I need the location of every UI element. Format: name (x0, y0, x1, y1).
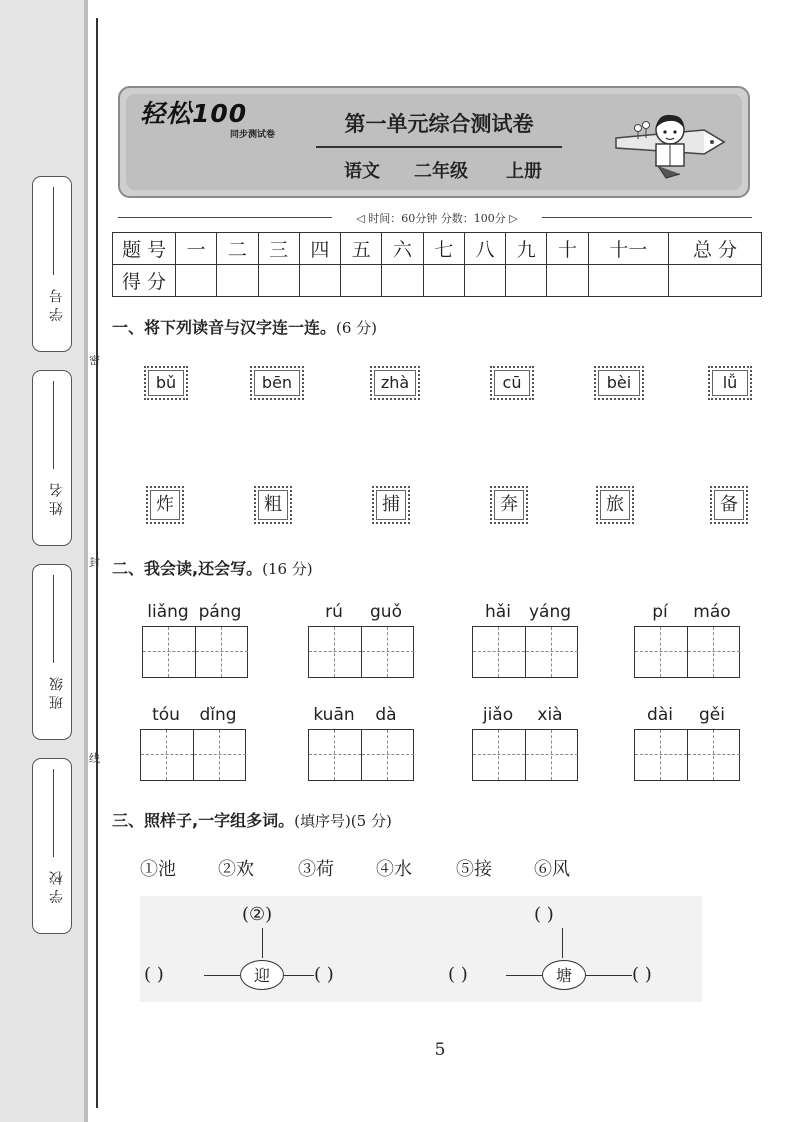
binding-sidebar (0, 0, 84, 1122)
binding-mark-mi: 密 (89, 354, 100, 367)
title-rule (316, 146, 562, 148)
pinyin-label: hǎi (485, 602, 511, 622)
score-cell[interactable] (382, 265, 423, 297)
score-header-cell: 三 (258, 233, 299, 265)
hanzi-box[interactable]: 粗 (254, 486, 292, 524)
brand-logo: 轻松100 (140, 99, 248, 128)
score-cell[interactable] (547, 265, 588, 297)
pinyin-label: dài (647, 705, 673, 725)
score-header-cell: 二 (217, 233, 258, 265)
subject: 语文 (344, 161, 380, 182)
pinyin-box[interactable]: bēn (250, 366, 304, 400)
volume: 上册 (506, 161, 542, 182)
score-cell[interactable] (506, 265, 547, 297)
binding-mark-xian: 线 (89, 752, 100, 765)
school-field[interactable] (32, 758, 72, 934)
time-bar-right-line (542, 217, 752, 218)
diagram2-center-char: 塘 (542, 960, 586, 990)
score-header-cell: 四 (299, 233, 340, 265)
time-info: 时间：60分钟 分数：100分 (368, 212, 506, 225)
pinyin-label: jiǎo (482, 705, 514, 725)
pinyin-label: dǐng (199, 705, 237, 725)
diagram2-top-connector (562, 928, 563, 958)
writing-grid[interactable] (472, 626, 578, 678)
score-header-cell: 十一 (588, 233, 668, 265)
score-cell[interactable] (341, 265, 382, 297)
score-header-cell: 一 (176, 233, 217, 265)
diagram1-right-connector (284, 975, 314, 976)
pinyin-label: tóu (152, 705, 180, 725)
diagram2-left-blank[interactable]: ( ) (448, 964, 468, 985)
diagram2-left-connector (506, 975, 542, 976)
pinyin-label: pí (652, 602, 668, 622)
score-cell[interactable] (423, 265, 464, 297)
binding-mark-feng: 封 (89, 556, 100, 569)
pinyin-label: liǎng (147, 602, 189, 622)
time-info-bar (118, 210, 752, 224)
score-header-cell: 总 分 (669, 233, 762, 265)
hanzi-box[interactable]: 奔 (490, 486, 528, 524)
score-cell[interactable] (588, 265, 668, 297)
option-item: ②欢 (218, 859, 254, 880)
student-number-field[interactable] (32, 176, 72, 352)
hanzi-box[interactable]: 旅 (596, 486, 634, 524)
brand-subtitle: 同步测试卷 (230, 130, 276, 140)
class-field[interactable] (32, 564, 72, 740)
diagram1-top-connector (262, 928, 263, 958)
pinyin-label: yáng (528, 602, 572, 622)
hanzi-box[interactable]: 炸 (146, 486, 184, 524)
score-table (112, 232, 762, 297)
pinyin-label: dà (375, 705, 397, 725)
pinyin-label: rú (325, 602, 343, 622)
score-cell[interactable] (464, 265, 505, 297)
student-number-label: 学 号 (49, 289, 65, 322)
writing-grid[interactable] (140, 729, 246, 781)
boy-reading-pen-illustration (608, 108, 732, 180)
hanzi-box[interactable]: 备 (710, 486, 748, 524)
score-header-cell: 八 (464, 233, 505, 265)
section1-title-text: 一、将下列读音与汉字连一连。 (112, 318, 337, 337)
option-item: ⑤接 (456, 859, 492, 880)
score-header-cell: 七 (423, 233, 464, 265)
section2-title (112, 556, 313, 579)
grade: 二年级 (414, 161, 468, 182)
score-header-cell: 五 (341, 233, 382, 265)
diagram2-top-blank[interactable]: ( ) (534, 904, 554, 925)
pinyin-box[interactable]: zhà (370, 366, 420, 400)
field-underline (53, 187, 54, 275)
test-title: 第一单元综合测试卷 (344, 111, 534, 136)
pinyin-box[interactable]: cū (490, 366, 534, 400)
pinyin-label: páng (198, 602, 242, 622)
writing-grid[interactable] (634, 626, 740, 678)
time-bar-left-line (118, 217, 332, 218)
pinyin-box[interactable]: lǚ (708, 366, 752, 400)
score-table-header-row (113, 233, 762, 265)
diagram2-right-blank[interactable]: ( ) (632, 964, 652, 985)
diagram1-left-blank[interactable]: ( ) (144, 964, 164, 985)
writing-grid[interactable] (308, 729, 414, 781)
score-cell[interactable] (258, 265, 299, 297)
writing-grid[interactable] (308, 626, 414, 678)
pinyin-label: gěi (699, 705, 725, 725)
score-cell[interactable] (669, 265, 762, 297)
name-field[interactable] (32, 370, 72, 546)
score-header-cell: 九 (506, 233, 547, 265)
pinyin-box[interactable]: bǔ (144, 366, 188, 400)
option-item: ④水 (376, 859, 412, 880)
score-header-cell: 十 (547, 233, 588, 265)
hanzi-box[interactable]: 捕 (372, 486, 410, 524)
diagram2-right-connector (586, 975, 632, 976)
section3-title (112, 808, 392, 831)
option-item: ①池 (140, 859, 176, 880)
score-cell[interactable] (217, 265, 258, 297)
section3-points: (填序号)(5 分) (294, 812, 392, 830)
field-underline (53, 575, 54, 663)
option-item: ③荷 (298, 859, 334, 880)
score-header-cell: 题 号 (113, 233, 176, 265)
pinyin-label: kuān (313, 705, 355, 725)
field-underline (53, 769, 54, 857)
diagram1-top-blank[interactable]: (②) (242, 904, 273, 925)
score-header-cell: 六 (382, 233, 423, 265)
pinyin-label: xià (537, 705, 563, 725)
page-number: 5 (434, 1040, 446, 1060)
section3-title-text: 三、照样子,一字组多词。 (112, 811, 295, 830)
sidebar-divider (84, 0, 88, 1122)
field-underline (53, 381, 54, 469)
section2-title-text: 二、我会读,还会写。 (112, 559, 263, 578)
option-item: ⑥风 (534, 859, 570, 880)
pinyin-label: máo (693, 602, 731, 622)
writing-grid[interactable] (142, 626, 248, 678)
diagram1-left-connector (204, 975, 240, 976)
score-table-score-row (113, 265, 762, 297)
diagram1-center-char: 迎 (240, 960, 284, 990)
word-diagram-area (140, 896, 702, 1002)
time-info-text: ◁ 时间：60分钟 分数：100分 ▷ (356, 212, 518, 225)
score-cell[interactable] (176, 265, 217, 297)
pinyin-box[interactable]: bèi (594, 366, 644, 400)
diagram1-right-blank[interactable]: ( ) (314, 964, 334, 985)
school-label: 学 校 (49, 871, 65, 904)
section1-title (112, 315, 377, 338)
score-cell[interactable] (299, 265, 340, 297)
section1-points: (6 分) (336, 319, 378, 337)
score-row-label: 得 分 (113, 265, 176, 297)
name-label: 姓 名 (49, 483, 65, 516)
pinyin-label: guǒ (370, 602, 402, 622)
class-label: 班 级 (49, 677, 65, 710)
writing-grid[interactable] (472, 729, 578, 781)
section2-points: (16 分) (262, 560, 313, 578)
writing-grid[interactable] (634, 729, 740, 781)
